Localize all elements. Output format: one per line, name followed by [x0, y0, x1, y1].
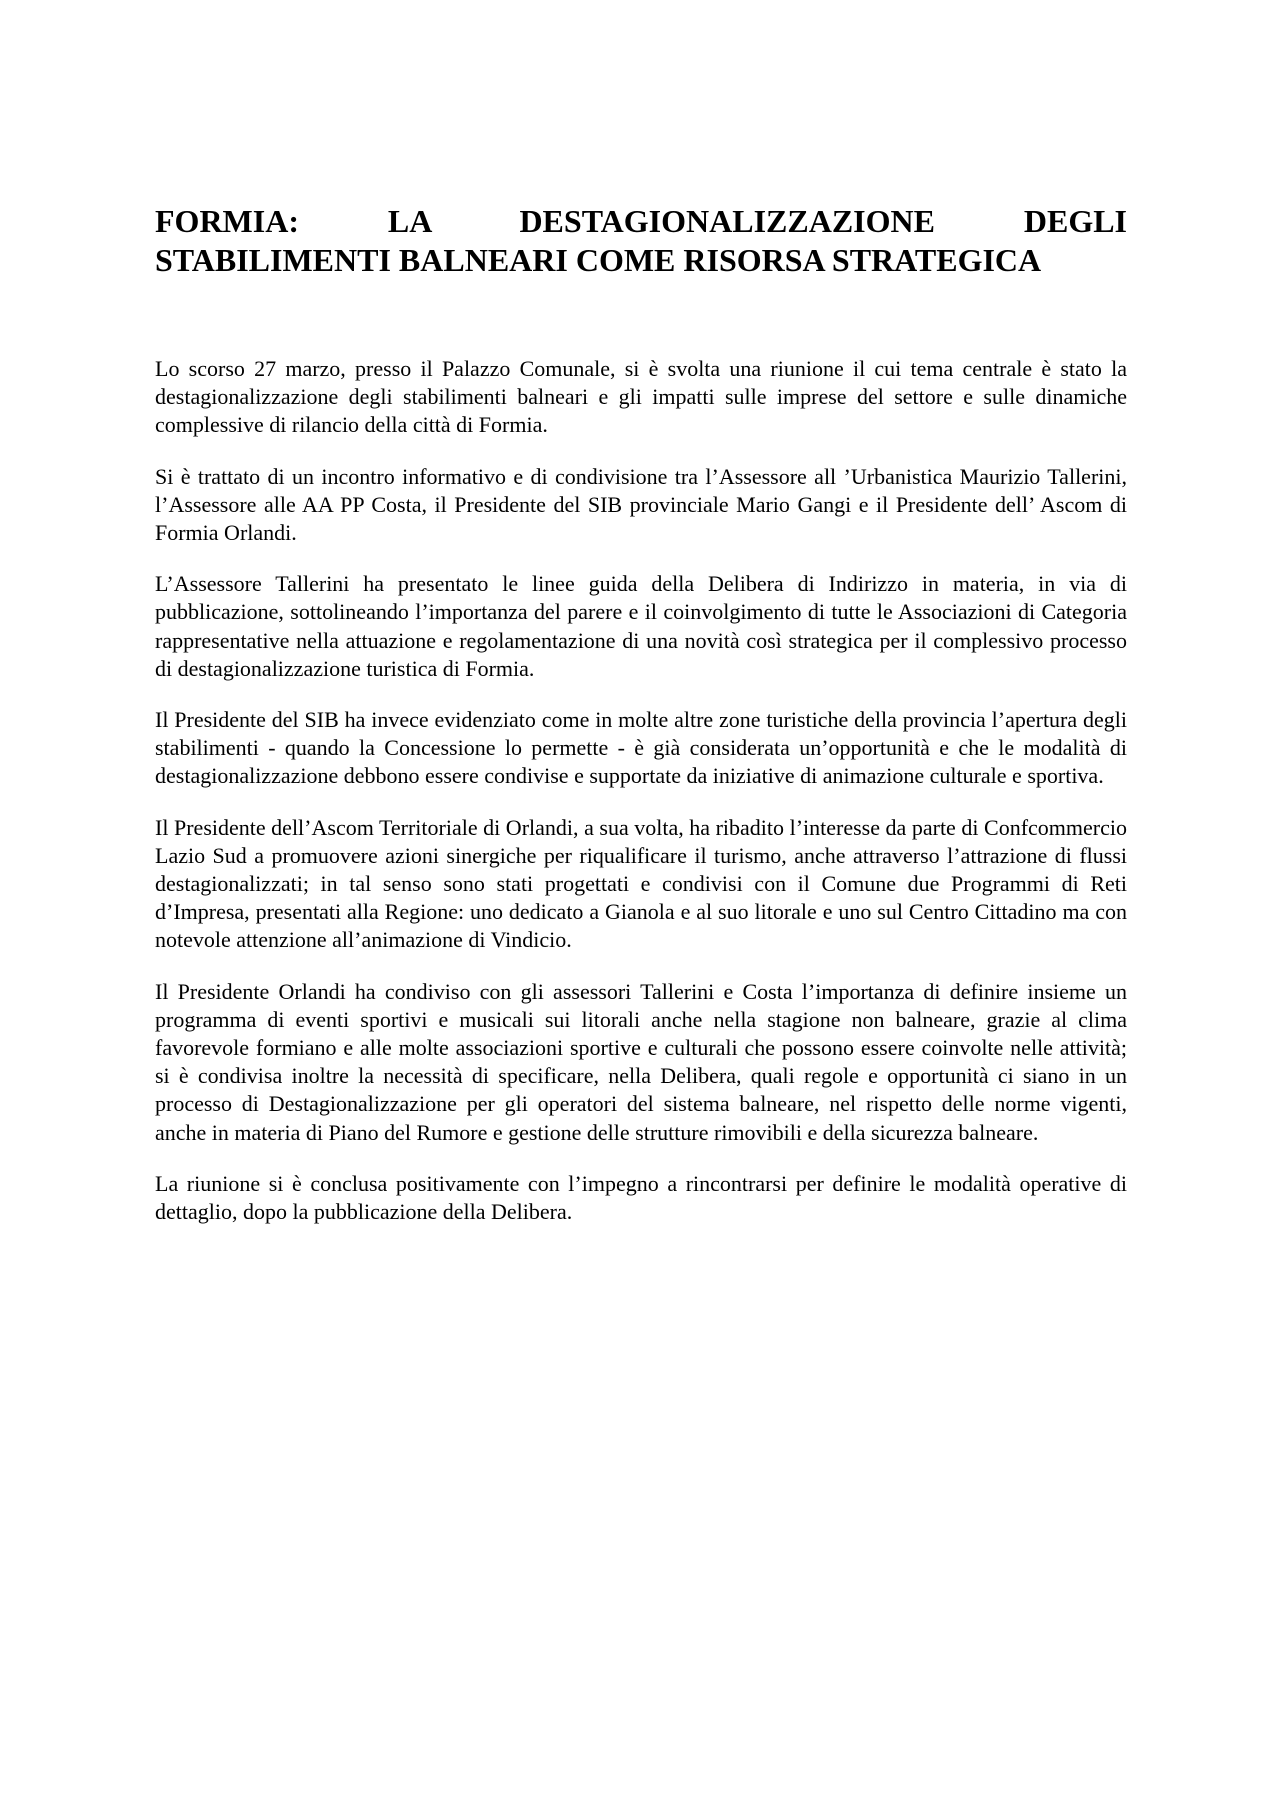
- document-body: [155, 355, 1127, 1226]
- title-line-1: FORMIA: LA DESTAGIONALIZZAZIONE DEGLI: [155, 203, 1127, 239]
- paragraph-5: Il Presidente dell’Ascom Territoriale di Orlandi, a sua volta, ha ribadito l’interesse da parte di Confcommercio Lazio Sud a promuovere azioni sinergiche per riqualificare il turismo, anche attraverso l’attrazione di flussi destagionalizzati; in tal senso sono stati progettati e condivisi con il Comune due Programmi di Reti d’Impresa, presentati alla Regione: uno dedicato a Gianola e al suo litorale e uno sul Centro Cittadino ma con notevole attenzione all’animazione di Vindicio.: [155, 814, 1127, 953]
- document-content: [155, 202, 1127, 1249]
- paragraph-7: La riunione si è conclusa positivamente con l’impegno a rincontrarsi per definire le modalità operative di dettaglio, dopo la pubblicazione della Delibera.: [155, 1170, 1127, 1225]
- paragraph-1: Lo scorso 27 marzo, presso il Palazzo Comunale, si è svolta una riunione il cui tema centrale è stato la destagionalizzazione degli stabilimenti balneari e gli impatti sulle imprese del settore e sulle dinamiche complessive di rilancio della città di Formia.: [155, 356, 1127, 438]
- document-title: [155, 202, 1127, 280]
- paragraph-4: Il Presidente del SIB ha invece evidenziato come in molte altre zone turistiche della provincia l’apertura degli stabilimenti - quando la Concessione lo permette - è già considerata un’opportunità e che le modalità di destagionalizzazione debbono essere condivise e supportate da iniziative di animazione culturale e sportiva.: [155, 707, 1127, 789]
- paragraph-2: Si è trattato di un incontro informativo e di condivisione tra l’Assessore all ’Urbanistica Maurizio Tallerini, l’Assessore alle AA PP Costa, il Presidente del SIB provinciale Mario Gangi e il Presidente dell’ Ascom di Formia Orlandi.: [155, 463, 1127, 546]
- paragraph-6: Il Presidente Orlandi ha condiviso con gli assessori Tallerini e Costa l’importanza di definire insieme un programma di eventi sportivi e musicali sui litorali anche nella stagione non balneare, grazie al clima favorevole formiano e alle molte associazioni sportive e culturali che possono essere coinvolte nelle attività; si è condivisa inoltre la necessità di specificare, nella Delibera, quali regole e opportunità ci siano in un processo di Destagionalizzazione per gli operatori del sistema balneare, nel rispetto delle norme vigenti, anche in materia di Piano del Rumore e gestione delle strutture rimovibili e della sicurezza balneare.: [155, 978, 1127, 1145]
- paragraph-3: L’Assessore Tallerini ha presentato le linee guida della Delibera di Indirizzo in materia, in via di pubblicazione, sottolineando l’importanza del parere e il coinvolgimento di tutte le Associazioni di Categoria rappresentative nella attuazione e regolamentazione di una novità così strategica per il complessivo processo di destagionalizzazione turistica di Formia.: [155, 571, 1127, 681]
- title-line-2: STABILIMENTI BALNEARI COME RISORSA STRATEGICA: [155, 242, 1042, 278]
